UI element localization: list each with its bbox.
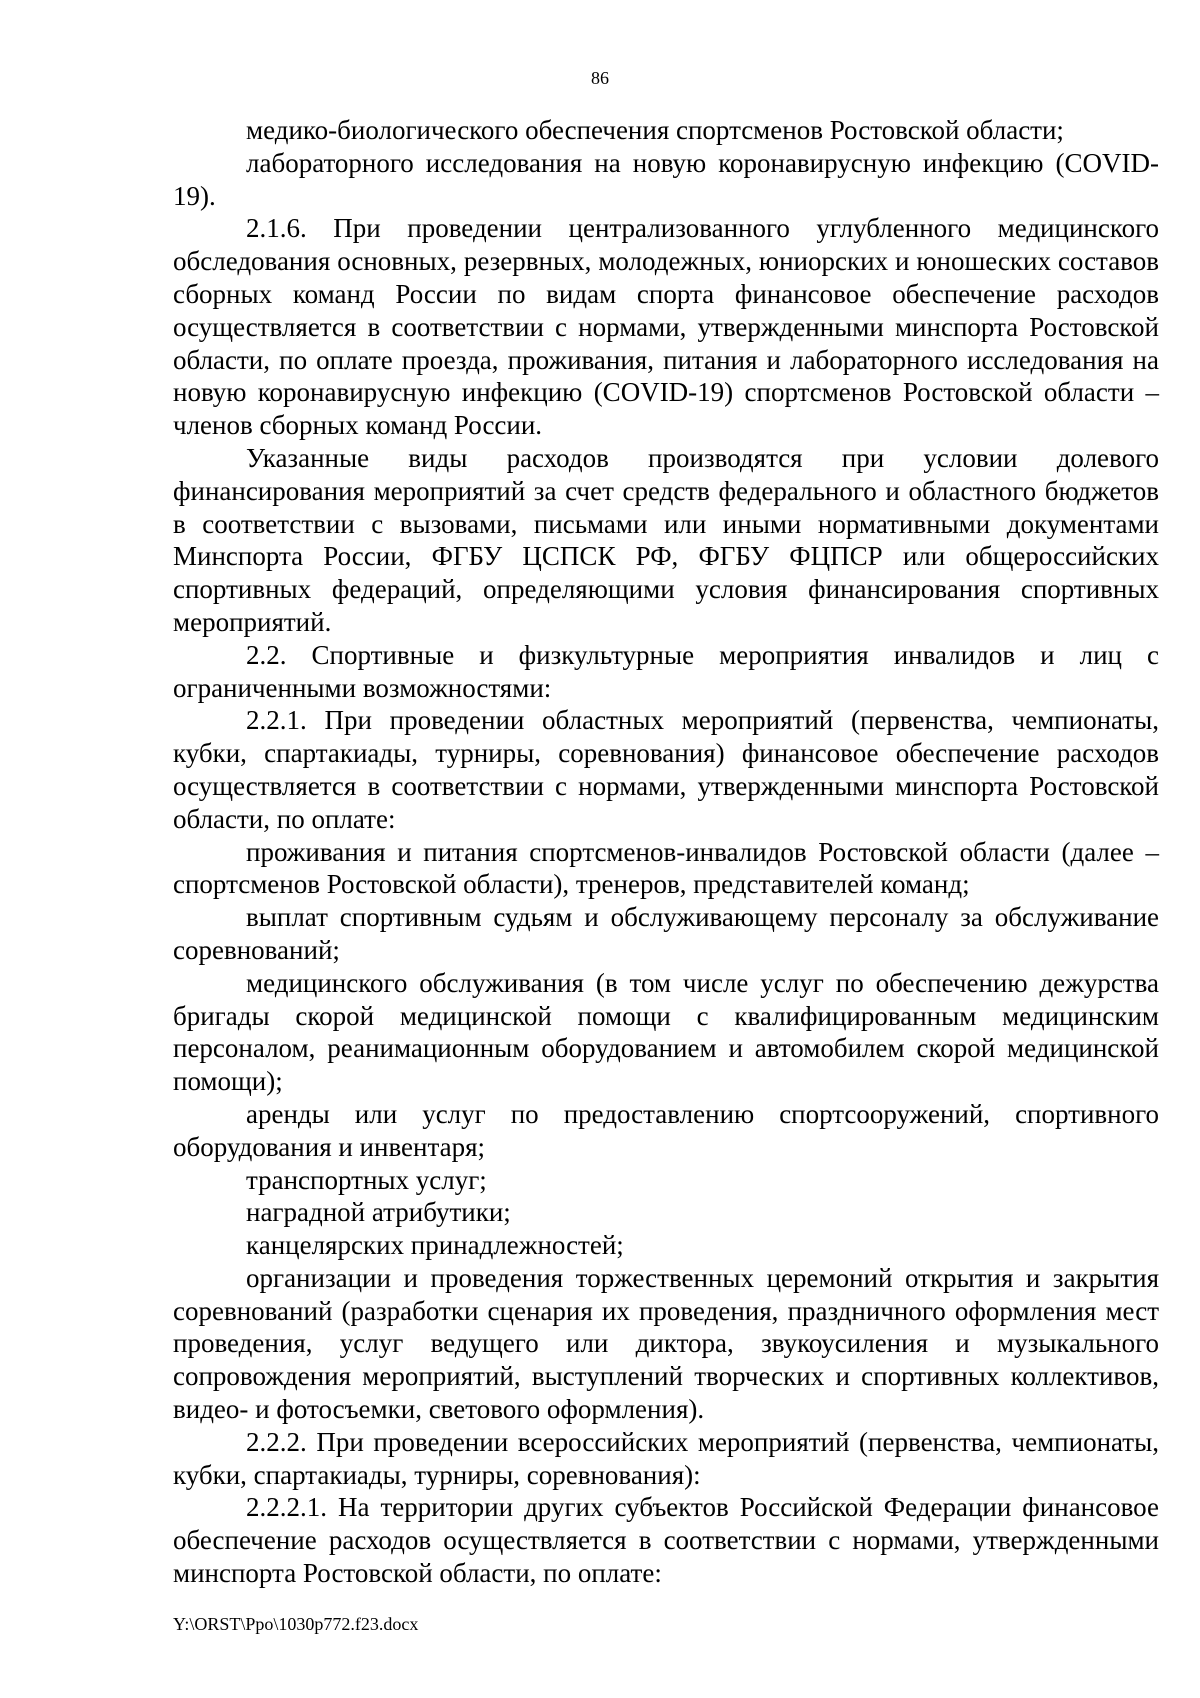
paragraph: наградной атрибутики; bbox=[246, 1197, 511, 1228]
paragraph: выплат спортивным судьям и обслуживающему персоналу за обслуживание соревнований; bbox=[173, 902, 1159, 965]
paragraph: 2.2.1. При проведении областных мероприятий (первенства, чемпионаты, кубки, спартакиады, турниры, соревнования) финансовое обеспечение расходов осуществляется в соответствии с нормами, утвержденными минспорта Ростовской области, по оплате: bbox=[173, 705, 1159, 834]
paragraph: аренды или услуг по предоставлению спортсооружений, спортивного оборудования и инвентаря; bbox=[173, 1098, 1159, 1162]
paragraph: организации и проведения торжественных церемоний открытия и закрытия соревнований (разработки сценария их проведения, праздничного оформления мест проведения, услуг ведущего или диктора, звукоусиления и музыкального сопровождения мероприятий, выступлений творческих и спортивных коллективов, видео- и фотосъемки, светового оформления). bbox=[173, 1262, 1159, 1425]
body-text bbox=[173, 114, 1159, 1590]
paragraph: 2.2. Спортивные и физкультурные мероприятия инвалидов и лиц с ограниченными возможностями: bbox=[173, 639, 1159, 703]
paragraph: 2.2.2.1. На территории других субъектов Российской Федерации финансовое обеспечение расходов осуществляется в соответствии с нормами, утвержденными минспорта Ростовской области, по оплате: bbox=[173, 1492, 1159, 1589]
paragraph: лабораторного исследования на новую коронавирусную инфекцию (COVID-19). bbox=[173, 147, 1159, 211]
paragraph: медико-биологического обеспечения спортсменов Ростовской области; bbox=[246, 115, 1064, 145]
footer-file-path: Y:\ORST\Ppo\1030p772.f23.docx bbox=[173, 1614, 419, 1634]
paragraph: 2.2.2. При проведении всероссийских мероприятий (первенства, чемпионаты, кубки, спартакиады, турниры, соревнования): bbox=[173, 1426, 1159, 1490]
paragraph: транспортных услуг; bbox=[246, 1164, 487, 1195]
paragraph: проживания и питания спортсменов-инвалидов Ростовской области (далее – спортсменов Ростовской области), тренеров, представителей команд; bbox=[173, 836, 1159, 900]
paragraph: канцелярских принадлежностей; bbox=[246, 1230, 624, 1261]
paragraph: медицинского обслуживания (в том числе услуг по обеспечению дежурства бригады скорой медицинской помощи с квалифицированным медицинским персоналом, реанимационным оборудованием и автомобилем скорой медицинской помощи); bbox=[173, 967, 1159, 1097]
paragraph: 2.1.6. При проведении централизованного углубленного медицинского обследования основных, резервных, молодежных, юниорских и юношеских составов сборных команд России по видам спорта финансовое обеспечение расходов осуществляется в соответствии с нормами, утвержденными минспорта Ростовской области, по оплате проезда, проживания, питания и лабораторного исследования на новую коронавирусную инфекцию (COVID-19) спортсменов Ростовской области – членов сборных команд России. bbox=[173, 213, 1159, 441]
page-number: 86 bbox=[591, 68, 609, 88]
paragraph: Указанные виды расходов производятся при условии долевого финансирования мероприятий за счет средств федерального и областного бюджетов в соответствии с вызовами, письмами или иными нормативными документами Минспорта России, ФГБУ ЦСПСК РФ, ФГБУ ФЦПСР или общероссийских спортивных федераций, определяющими условия финансирования спортивных мероприятий. bbox=[173, 442, 1159, 637]
